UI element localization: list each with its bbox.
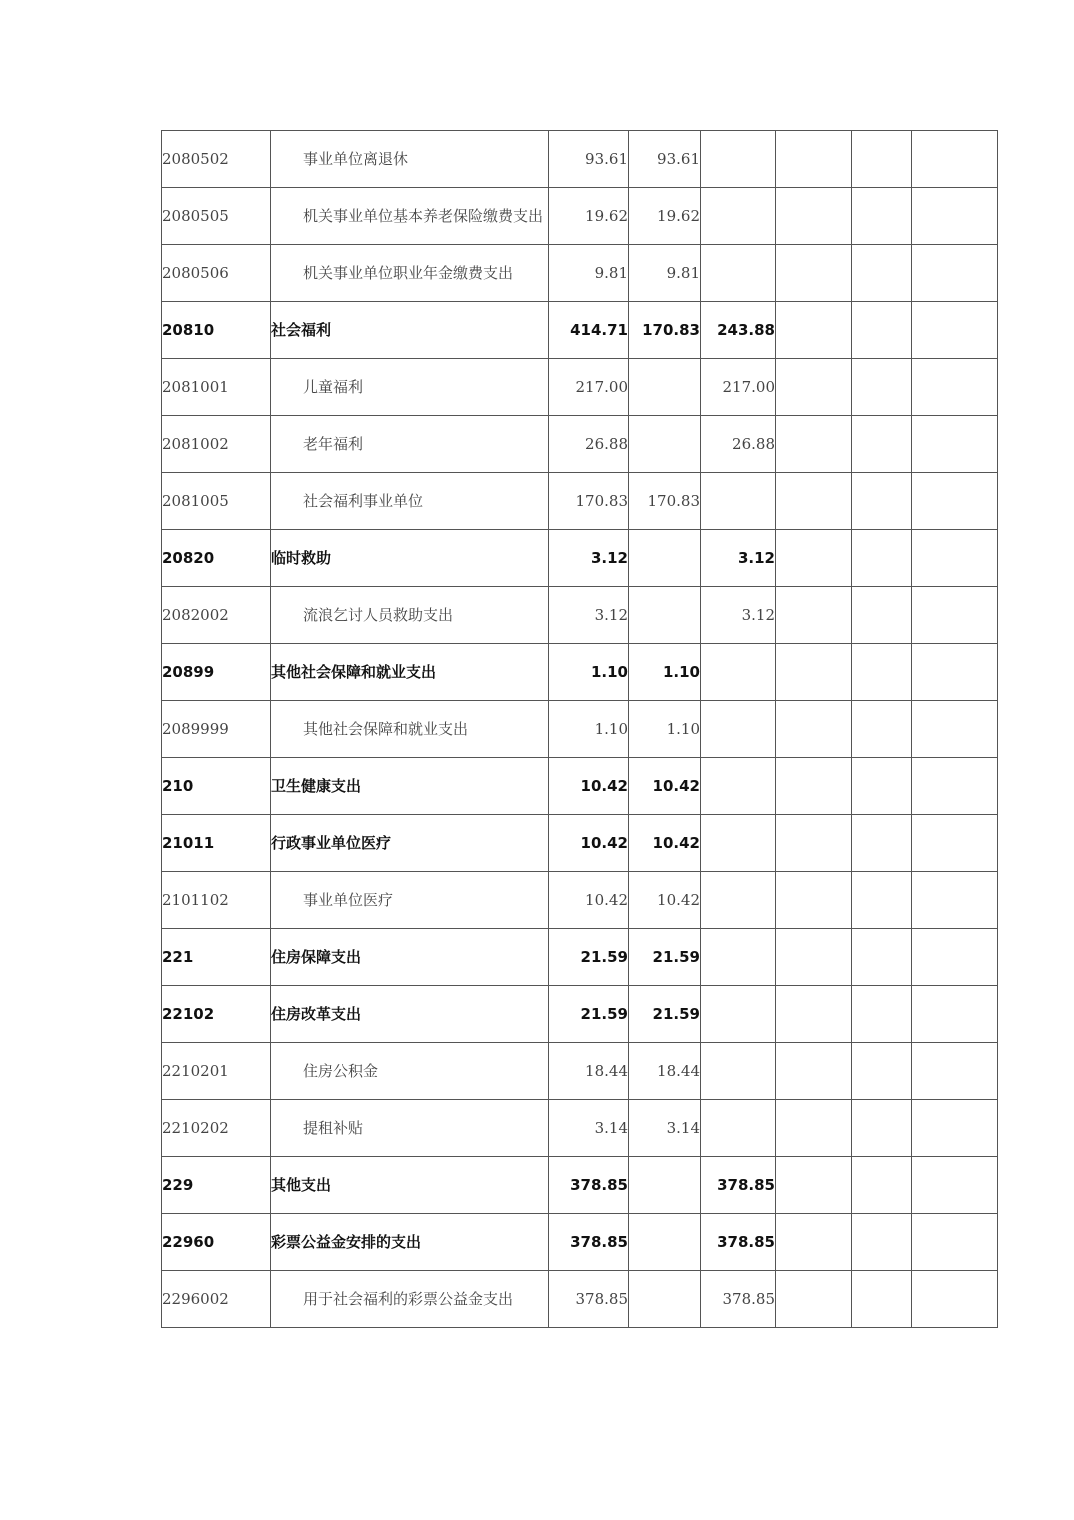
total-amount-cell: 3.14 xyxy=(549,1100,629,1157)
total-amount-cell: 217.00 xyxy=(549,359,629,416)
table-row xyxy=(162,701,998,758)
project-expenditure-cell: 3.12 xyxy=(701,587,776,644)
subject-code-cell: 2081001 xyxy=(162,359,271,416)
empty-cell xyxy=(912,359,998,416)
total-amount-cell: 1.10 xyxy=(549,701,629,758)
subject-code-cell: 22102 xyxy=(162,986,271,1043)
basic-expenditure-cell: 9.81 xyxy=(629,245,701,302)
project-expenditure-cell xyxy=(701,1100,776,1157)
basic-expenditure-cell: 10.42 xyxy=(629,872,701,929)
project-expenditure-cell: 243.88 xyxy=(701,302,776,359)
basic-expenditure-cell: 1.10 xyxy=(629,644,701,701)
project-expenditure-cell xyxy=(701,929,776,986)
subject-name-cell: 老年福利 xyxy=(271,416,549,473)
subject-code-cell: 210 xyxy=(162,758,271,815)
subject-code-cell: 229 xyxy=(162,1157,271,1214)
subject-name-cell: 儿童福利 xyxy=(271,359,549,416)
total-amount-cell: 26.88 xyxy=(549,416,629,473)
total-amount-cell: 378.85 xyxy=(549,1271,629,1328)
project-expenditure-cell xyxy=(701,131,776,188)
project-expenditure-cell xyxy=(701,758,776,815)
empty-cell xyxy=(776,1271,852,1328)
project-expenditure-cell xyxy=(701,1043,776,1100)
basic-expenditure-cell: 3.14 xyxy=(629,1100,701,1157)
basic-expenditure-cell: 93.61 xyxy=(629,131,701,188)
subject-name-cell: 其他社会保障和就业支出 xyxy=(271,701,549,758)
basic-expenditure-cell xyxy=(629,1214,701,1271)
empty-cell xyxy=(912,929,998,986)
empty-cell xyxy=(852,1043,912,1100)
basic-expenditure-cell: 21.59 xyxy=(629,929,701,986)
project-expenditure-cell xyxy=(701,872,776,929)
empty-cell xyxy=(776,587,852,644)
empty-cell xyxy=(912,302,998,359)
empty-cell xyxy=(912,131,998,188)
subject-name-cell: 机关事业单位基本养老保险缴费支出 xyxy=(271,188,549,245)
subject-name-cell: 社会福利事业单位 xyxy=(271,473,549,530)
empty-cell xyxy=(912,1271,998,1328)
subject-code-cell: 2210201 xyxy=(162,1043,271,1100)
table-row xyxy=(162,188,998,245)
empty-cell xyxy=(776,188,852,245)
subject-code-cell: 2089999 xyxy=(162,701,271,758)
subject-code-cell: 2082002 xyxy=(162,587,271,644)
empty-cell xyxy=(852,359,912,416)
empty-cell xyxy=(852,758,912,815)
table-row xyxy=(162,758,998,815)
basic-expenditure-cell xyxy=(629,1157,701,1214)
total-amount-cell: 378.85 xyxy=(549,1157,629,1214)
table-row xyxy=(162,1157,998,1214)
empty-cell xyxy=(912,815,998,872)
table-row xyxy=(162,473,998,530)
basic-expenditure-cell xyxy=(629,416,701,473)
total-amount-cell: 10.42 xyxy=(549,872,629,929)
basic-expenditure-cell: 18.44 xyxy=(629,1043,701,1100)
subject-name-cell: 其他支出 xyxy=(271,1157,549,1214)
empty-cell xyxy=(912,1214,998,1271)
empty-cell xyxy=(912,986,998,1043)
project-expenditure-cell xyxy=(701,644,776,701)
empty-cell xyxy=(852,986,912,1043)
empty-cell xyxy=(912,872,998,929)
subject-name-cell: 流浪乞讨人员救助支出 xyxy=(271,587,549,644)
empty-cell xyxy=(776,1043,852,1100)
subject-name-cell: 社会福利 xyxy=(271,302,549,359)
total-amount-cell: 21.59 xyxy=(549,986,629,1043)
subject-code-cell: 2296002 xyxy=(162,1271,271,1328)
project-expenditure-cell xyxy=(701,245,776,302)
empty-cell xyxy=(912,644,998,701)
empty-cell xyxy=(852,872,912,929)
empty-cell xyxy=(852,416,912,473)
subject-name-cell: 用于社会福利的彩票公益金支出 xyxy=(271,1271,549,1328)
table-row xyxy=(162,1043,998,1100)
subject-name-cell: 住房改革支出 xyxy=(271,986,549,1043)
empty-cell xyxy=(912,1100,998,1157)
empty-cell xyxy=(776,701,852,758)
empty-cell xyxy=(852,473,912,530)
basic-expenditure-cell: 1.10 xyxy=(629,701,701,758)
subject-name-cell: 事业单位离退休 xyxy=(271,131,549,188)
empty-cell xyxy=(912,587,998,644)
project-expenditure-cell xyxy=(701,986,776,1043)
table-row xyxy=(162,302,998,359)
empty-cell xyxy=(776,758,852,815)
empty-cell xyxy=(776,530,852,587)
subject-code-cell: 20810 xyxy=(162,302,271,359)
empty-cell xyxy=(912,473,998,530)
empty-cell xyxy=(852,929,912,986)
subject-code-cell: 2081005 xyxy=(162,473,271,530)
total-amount-cell: 10.42 xyxy=(549,815,629,872)
basic-expenditure-cell xyxy=(629,587,701,644)
empty-cell xyxy=(776,815,852,872)
empty-cell xyxy=(776,872,852,929)
subject-name-cell: 机关事业单位职业年金缴费支出 xyxy=(271,245,549,302)
table-row xyxy=(162,1214,998,1271)
empty-cell xyxy=(912,188,998,245)
empty-cell xyxy=(776,1214,852,1271)
total-amount-cell: 21.59 xyxy=(549,929,629,986)
empty-cell xyxy=(852,701,912,758)
subject-code-cell: 2080502 xyxy=(162,131,271,188)
empty-cell xyxy=(852,1157,912,1214)
table-row xyxy=(162,1100,998,1157)
subject-code-cell: 20820 xyxy=(162,530,271,587)
empty-cell xyxy=(852,245,912,302)
empty-cell xyxy=(776,986,852,1043)
project-expenditure-cell: 378.85 xyxy=(701,1214,776,1271)
subject-name-cell: 提租补贴 xyxy=(271,1100,549,1157)
empty-cell xyxy=(776,1100,852,1157)
subject-name-cell: 其他社会保障和就业支出 xyxy=(271,644,549,701)
empty-cell xyxy=(776,131,852,188)
table-row xyxy=(162,359,998,416)
basic-expenditure-cell xyxy=(629,359,701,416)
subject-code-cell: 2080506 xyxy=(162,245,271,302)
empty-cell xyxy=(852,188,912,245)
table-row xyxy=(162,416,998,473)
basic-expenditure-cell: 10.42 xyxy=(629,758,701,815)
empty-cell xyxy=(776,1157,852,1214)
project-expenditure-cell: 378.85 xyxy=(701,1157,776,1214)
empty-cell xyxy=(912,1157,998,1214)
total-amount-cell: 3.12 xyxy=(549,587,629,644)
empty-cell xyxy=(852,1214,912,1271)
subject-code-cell: 2101102 xyxy=(162,872,271,929)
subject-code-cell: 2210202 xyxy=(162,1100,271,1157)
project-expenditure-cell xyxy=(701,473,776,530)
table-row xyxy=(162,587,998,644)
table-row xyxy=(162,530,998,587)
project-expenditure-cell: 378.85 xyxy=(701,1271,776,1328)
basic-expenditure-cell: 19.62 xyxy=(629,188,701,245)
empty-cell xyxy=(912,758,998,815)
table-body xyxy=(162,131,998,1328)
total-amount-cell: 18.44 xyxy=(549,1043,629,1100)
basic-expenditure-cell: 170.83 xyxy=(629,302,701,359)
empty-cell xyxy=(912,245,998,302)
table-row xyxy=(162,986,998,1043)
subject-name-cell: 彩票公益金安排的支出 xyxy=(271,1214,549,1271)
empty-cell xyxy=(912,416,998,473)
total-amount-cell: 3.12 xyxy=(549,530,629,587)
basic-expenditure-cell xyxy=(629,1271,701,1328)
total-amount-cell: 93.61 xyxy=(549,131,629,188)
table-row xyxy=(162,872,998,929)
project-expenditure-cell: 217.00 xyxy=(701,359,776,416)
subject-code-cell: 21011 xyxy=(162,815,271,872)
empty-cell xyxy=(912,530,998,587)
subject-name-cell: 行政事业单位医疗 xyxy=(271,815,549,872)
project-expenditure-cell xyxy=(701,815,776,872)
total-amount-cell: 378.85 xyxy=(549,1214,629,1271)
basic-expenditure-cell: 10.42 xyxy=(629,815,701,872)
table-row xyxy=(162,1271,998,1328)
subject-code-cell: 221 xyxy=(162,929,271,986)
total-amount-cell: 10.42 xyxy=(549,758,629,815)
table-row xyxy=(162,644,998,701)
empty-cell xyxy=(776,245,852,302)
empty-cell xyxy=(852,1271,912,1328)
basic-expenditure-cell xyxy=(629,530,701,587)
subject-code-cell: 2080505 xyxy=(162,188,271,245)
subject-name-cell: 临时救助 xyxy=(271,530,549,587)
empty-cell xyxy=(852,587,912,644)
total-amount-cell: 170.83 xyxy=(549,473,629,530)
empty-cell xyxy=(852,1100,912,1157)
empty-cell xyxy=(852,530,912,587)
subject-code-cell: 22960 xyxy=(162,1214,271,1271)
budget-expenditure-table xyxy=(161,130,998,1328)
basic-expenditure-cell: 21.59 xyxy=(629,986,701,1043)
empty-cell xyxy=(776,416,852,473)
empty-cell xyxy=(852,815,912,872)
table-row xyxy=(162,929,998,986)
project-expenditure-cell: 26.88 xyxy=(701,416,776,473)
subject-name-cell: 住房保障支出 xyxy=(271,929,549,986)
project-expenditure-cell xyxy=(701,701,776,758)
empty-cell xyxy=(852,302,912,359)
subject-name-cell: 事业单位医疗 xyxy=(271,872,549,929)
total-amount-cell: 9.81 xyxy=(549,245,629,302)
table-row xyxy=(162,815,998,872)
total-amount-cell: 1.10 xyxy=(549,644,629,701)
empty-cell xyxy=(776,929,852,986)
empty-cell xyxy=(776,473,852,530)
subject-code-cell: 2081002 xyxy=(162,416,271,473)
subject-name-cell: 卫生健康支出 xyxy=(271,758,549,815)
empty-cell xyxy=(912,701,998,758)
empty-cell xyxy=(912,1043,998,1100)
total-amount-cell: 19.62 xyxy=(549,188,629,245)
empty-cell xyxy=(852,131,912,188)
table-row xyxy=(162,131,998,188)
project-expenditure-cell xyxy=(701,188,776,245)
empty-cell xyxy=(776,644,852,701)
table-row xyxy=(162,245,998,302)
basic-expenditure-cell: 170.83 xyxy=(629,473,701,530)
empty-cell xyxy=(852,644,912,701)
empty-cell xyxy=(776,302,852,359)
subject-code-cell: 20899 xyxy=(162,644,271,701)
project-expenditure-cell: 3.12 xyxy=(701,530,776,587)
empty-cell xyxy=(776,359,852,416)
total-amount-cell: 414.71 xyxy=(549,302,629,359)
subject-name-cell: 住房公积金 xyxy=(271,1043,549,1100)
